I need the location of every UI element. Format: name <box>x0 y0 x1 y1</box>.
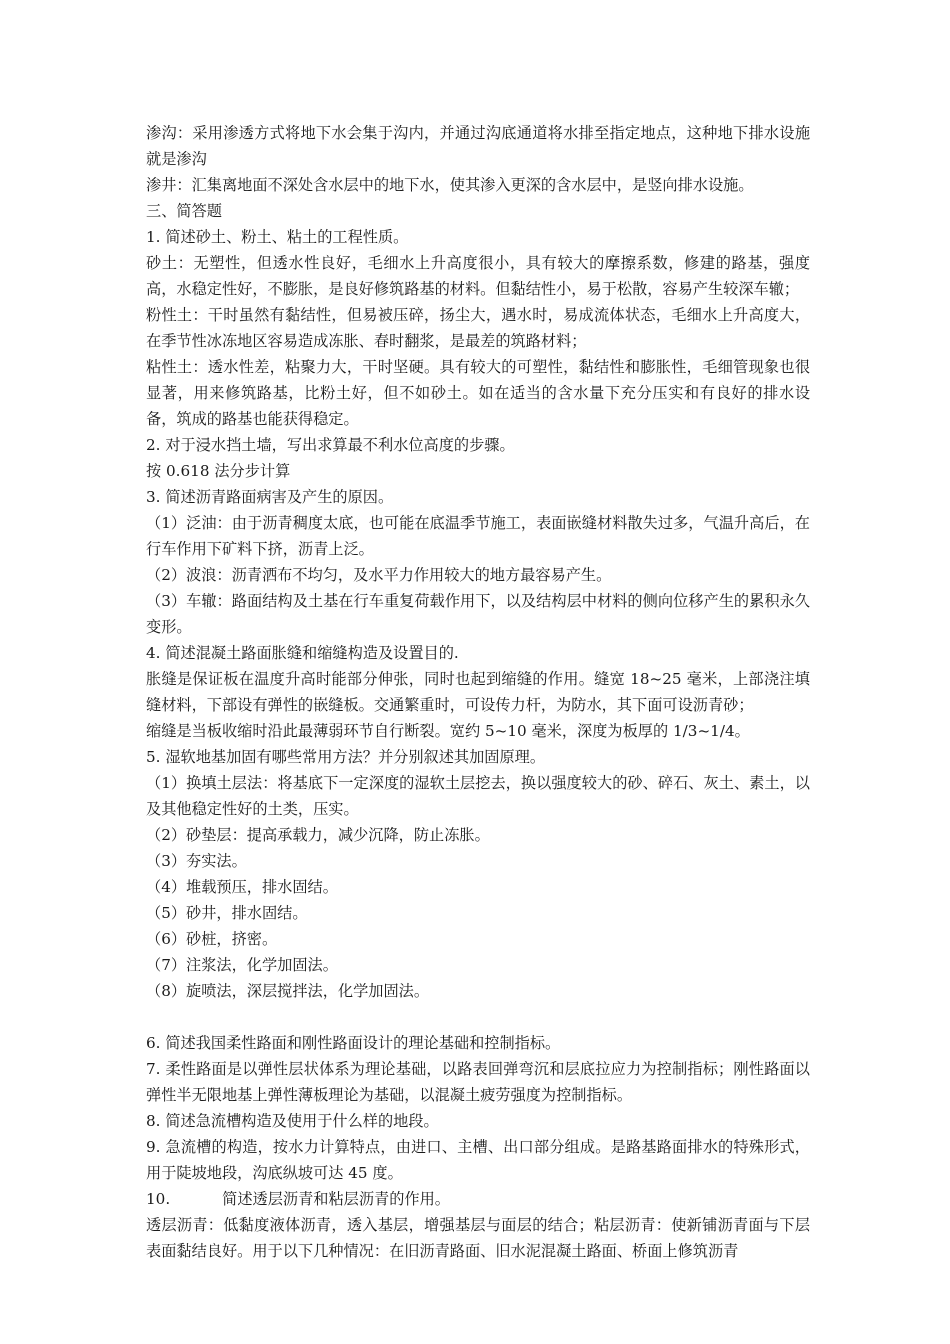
question-8: 8. 简述急流槽构造及使用于什么样的地段。 <box>146 1112 439 1130</box>
answer-3-item-1: （1）泛油：由于沥青稠度太底，也可能在底温季节施工，表面嵌缝材料散失过多，气温升高后，在行车作用下矿料下挤，沥青上泛。 <box>146 514 810 558</box>
answer-5-item-7: （7）注浆法，化学加固法。 <box>146 956 338 974</box>
answer-5-item-1: （1）换填土层法：将基底下一定深度的湿软土层挖去，换以强度较大的砂、碎石、灰土、素土，以及其他稳定性好的土类，压实。 <box>146 774 810 818</box>
question-3: 3. 简述沥青路面病害及产生的原因。 <box>146 488 394 506</box>
answer-5-item-4: （4）堆载预压，排水固结。 <box>146 878 338 896</box>
answer-5-item-3: （3）夯实法。 <box>146 852 247 870</box>
question-1: 1. 简述砂土、粉土、粘土的工程性质。 <box>146 228 409 246</box>
answer-5-item-6: （6）砂桩，挤密。 <box>146 930 278 948</box>
answer-1-clay: 粘性土：透水性差，粘聚力大，干时坚硬。具有较大的可塑性，黏结性和膨胀性，毛细管现象也很显著，用来修筑路基，比粉土好，但不如砂土。如在适当的含水量下充分压实和有良好的排水设备，筑成的路基也能获得稳定。 <box>146 358 810 428</box>
question-10 <box>146 1186 810 1212</box>
blank-line <box>146 1004 810 1030</box>
paragraph-seepage-well: 渗井：汇集离地面不深处含水层中的地下水，使其渗入更深的含水层中，是竖向排水设施。 <box>146 176 754 194</box>
answer-3-item-2: （2）波浪：沥青洒布不均匀，及水平力作用较大的地方最容易产生。 <box>146 566 612 584</box>
answer-5-item-8: （8）旋喷法，深层搅拌法，化学加固法。 <box>146 982 430 1000</box>
question-6: 6. 简述我国柔性路面和刚性路面设计的理论基础和控制指标。 <box>146 1034 561 1052</box>
answer-1-silt: 粉性土：干时虽然有黏结性，但易被压碎，扬尘大，遇水时，易成流体状态，毛细水上升高度大，在季节性冰冻地区容易造成冻胀、春时翻浆，是最差的筑路材料； <box>146 306 810 350</box>
question-2: 2. 对于浸水挡土墙，写出求算最不利水位高度的步骤。 <box>146 436 515 454</box>
question-10-text: 简述透层沥青和粘层沥青的作用。 <box>222 1190 450 1208</box>
answer-5-item-5: （5）砂井，排水固结。 <box>146 904 308 922</box>
answer-9: 9. 急流槽的构造，按水力计算特点，由进口、主槽、出口部分组成。是路基路面排水的特殊形式，用于陡坡地段，沟底纵坡可达 45 度。 <box>146 1138 810 1182</box>
question-10-number: 10. <box>146 1190 171 1208</box>
answer-1-sand: 砂土：无塑性，但透水性良好，毛细水上升高度很小，具有较大的摩擦系数，修建的路基，强度高，水稳定性好，不膨胀，是良好修筑路基的材料。但黏结性小，易于松散，容易产生较深车辙； <box>146 254 810 298</box>
answer-4-expansion-joint: 胀缝是保证板在温度升高时能部分伸张，同时也起到缩缝的作用。缝宽 18~25 毫米，上部浇注填缝材料，下部设有弹性的嵌缝板。交通繁重时，可设传力杆，为防水，其下面可设沥青砂； <box>146 670 810 714</box>
answer-4-contraction-joint: 缩缝是当板收缩时沿此最薄弱环节自行断裂。宽约 5~10 毫米，深度为板厚的 1/3~1/4。 <box>146 722 750 740</box>
question-4: 4. 简述混凝土路面胀缝和缩缝构造及设置目的. <box>146 644 459 662</box>
answer-7: 7. 柔性路面是以弹性层状体系为理论基础，以路表回弹弯沉和层底拉应力为控制指标；刚性路面以弹性半无限地基上弹性薄板理论为基础，以混凝土疲劳强度为控制指标。 <box>146 1060 810 1104</box>
document-body <box>146 120 810 1264</box>
paragraph-seepage-ditch: 渗沟：采用渗透方式将地下水会集于沟内，并通过沟底通道将水排至指定地点，这种地下排水设施就是渗沟 <box>146 124 810 168</box>
section-heading: 三、简答题 <box>146 202 222 220</box>
answer-10: 透层沥青：低黏度液体沥青，透入基层，增强基层与面层的结合；粘层沥青：使新铺沥青面与下层表面黏结良好。用于以下几种情况：在旧沥青路面、旧水泥混凝土路面、桥面上修筑沥青 <box>146 1216 810 1260</box>
answer-3-item-3: （3）车辙：路面结构及土基在行车重复荷载作用下，以及结构层中材料的侧向位移产生的累积永久变形。 <box>146 592 810 636</box>
answer-5-item-2: （2）砂垫层：提高承载力，减少沉降，防止冻胀。 <box>146 826 490 844</box>
answer-2: 按 0.618 法分步计算 <box>146 462 291 480</box>
question-5: 5. 湿软地基加固有哪些常用方法？并分别叙述其加固原理。 <box>146 748 546 766</box>
